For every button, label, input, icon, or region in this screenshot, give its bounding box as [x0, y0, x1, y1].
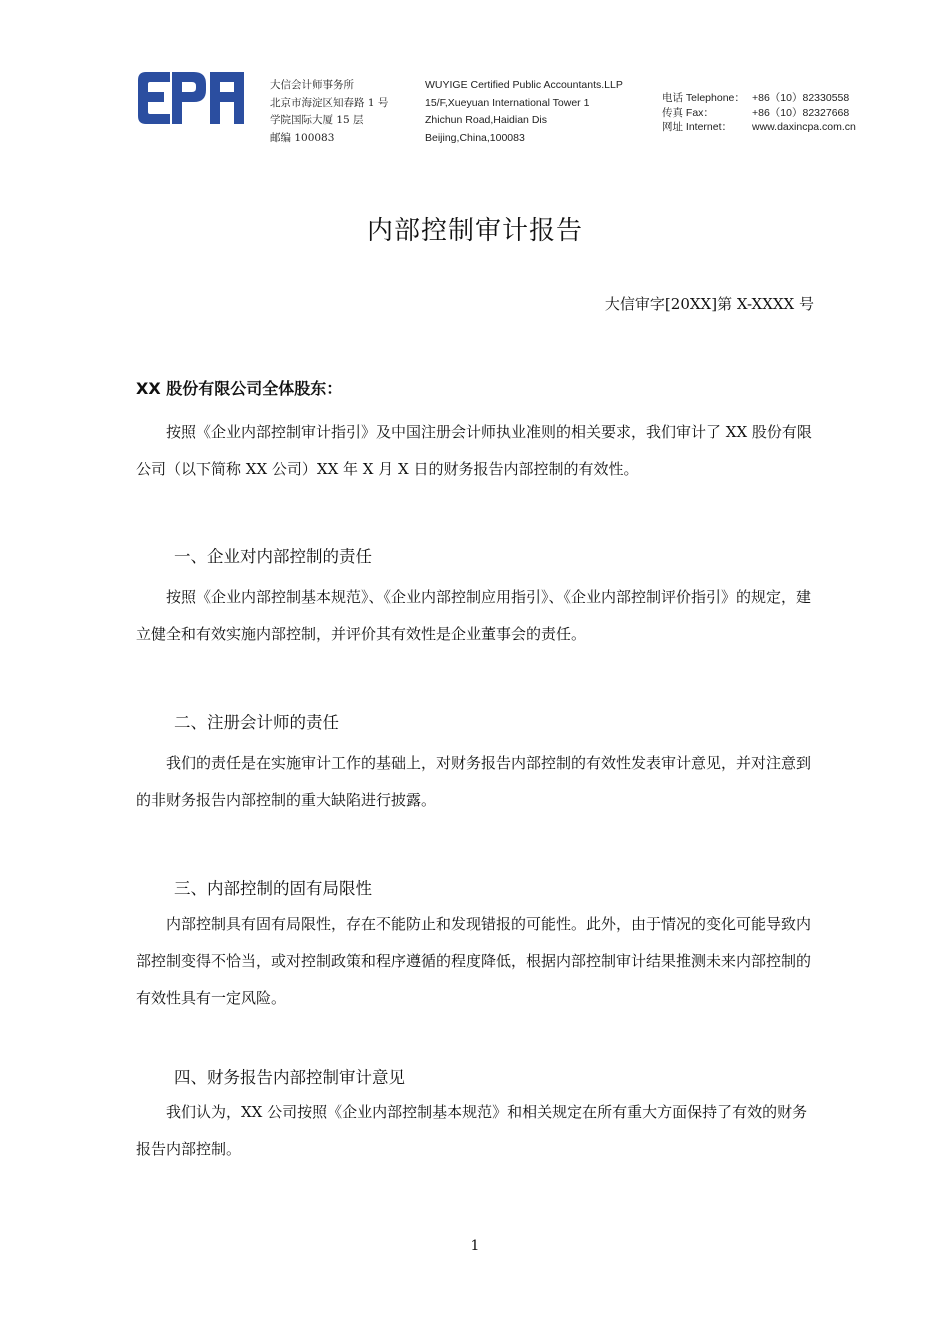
cpa-logo-mark — [134, 70, 248, 126]
section-heading: 四、财务报告内部控制审计意见 — [174, 1068, 405, 1087]
firm-address-english — [425, 77, 623, 147]
contact-label: 传真 Fax： — [662, 106, 714, 119]
page-number: 1 — [470, 1238, 480, 1254]
cn-line: 大信会计师事务所 — [270, 79, 354, 91]
en-line: 15/F,Xueyuan International Tower 1 — [425, 96, 590, 109]
section-body: 按照《企业内部控制基本规范》、《企业内部控制应用指引》、《企业内部控制评价指引》的规定，建立健全和有效实施内部控制，并评价其有效性是企业董事会的责任。 — [136, 588, 812, 643]
contact-value: +86（10）82327668 — [752, 106, 850, 119]
reference-number: 大信审字[20XX]第 X-XXXX 号 — [604, 295, 814, 313]
section-heading: 一、企业对内部控制的责任 — [174, 547, 372, 566]
firm-contacts — [662, 91, 856, 135]
en-line: WUYIGE Certified Public Accountants.LLP — [425, 79, 623, 91]
firm-address-chinese — [270, 77, 388, 147]
contact-internet — [662, 120, 856, 135]
contact-fax — [662, 106, 856, 121]
en-line: Zhichun Road,Haidian Dis — [425, 114, 547, 126]
section-body: 内部控制具有固有局限性，存在不能防止和发现错报的可能性。此外，由于情况的变化可能导致内部控制变得不恰当，或对控制政策和程序遵循的程度降低，根据内部控制审计结果推测未来内部控制的有效性具有一定风险。 — [136, 915, 812, 1007]
cn-line: 北京市海淀区知春路 1 号 — [270, 96, 389, 109]
section-body: 我们的责任是在实施审计工作的基础上，对财务报告内部控制的有效性发表审计意见，并对注意到的非财务报告内部控制的重大缺陷进行披露。 — [136, 754, 812, 809]
contact-telephone — [662, 91, 856, 106]
contact-value: +86（10）82330558 — [752, 92, 850, 104]
section-heading: 三、内部控制的固有局限性 — [174, 879, 372, 898]
contact-label: 电话 Telephone： — [662, 92, 745, 104]
section-body: 我们认为，XX 公司按照《企业内部控制基本规范》和相关规定在所有重大方面保持了有效的财务报告内部控制。 — [136, 1103, 808, 1158]
contact-label: 网址 Internet： — [662, 121, 733, 134]
contact-value: www.daxincpa.com.cn — [752, 121, 856, 134]
section-heading: 二、注册会计师的责任 — [174, 713, 339, 732]
document-title: 内部控制审计报告 — [366, 216, 583, 246]
cpa-logo — [134, 70, 248, 126]
cn-line: 学院国际大厦 15 层 — [270, 114, 364, 126]
en-line: Beijing,China,100083 — [425, 131, 525, 144]
salutation: XX 股份有限公司全体股东： — [136, 379, 343, 398]
intro-paragraph: 按照《企业内部控制审计指引》及中国注册会计师执业准则的相关要求，我们审计了 XX 股份有限公司（以下简称 XX 公司）XX 年 X 月 X 日的财务报告内部控制的有效性。 — [136, 423, 812, 478]
cn-line: 邮编 100083 — [270, 131, 335, 144]
